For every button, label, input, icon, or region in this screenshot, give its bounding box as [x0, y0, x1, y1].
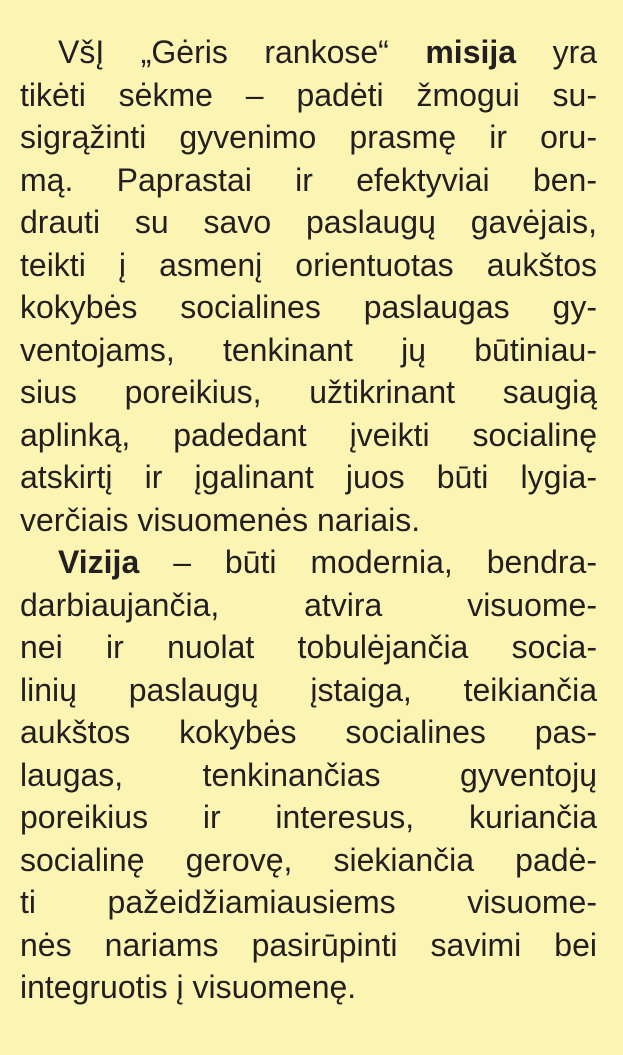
vision-line: darbiaujančia, atvira visuome-: [20, 586, 597, 623]
mission-line: ventojams, tenkinant jų būtiniau-: [20, 331, 597, 368]
vision-first-line-suffix: – būti modernia, bendra-: [173, 544, 598, 580]
mission-intro: VšĮ „Gėris rankose“: [58, 34, 389, 70]
mission-first-line-suffix: yra: [552, 34, 598, 70]
mission-line: kokybės socialines paslaugas gy-: [20, 289, 597, 325]
mission-line: atskirtį ir įgalinant juos būti lygia-: [20, 459, 597, 495]
vision-line: aukštos kokybės socialines pas-: [20, 714, 597, 750]
mission-line: verčiais visuomenės nariais.: [20, 501, 421, 538]
vision-line: nei ir nuolat tobulėjančia socia-: [20, 629, 597, 665]
vision-line: integruotis į visuomenę.: [20, 969, 357, 1005]
mission-line: tikėti sėkme – padėti žmogui su-: [20, 76, 597, 113]
vision-keyword: Vizija: [58, 544, 140, 580]
mission-line: mą. Paprastai ir efektyviai ben-: [20, 161, 597, 198]
mission-line: aplinką, padedant įveikti socialinę: [20, 416, 597, 453]
mission-line: teikti į asmenį orientuotas aukštos: [20, 246, 597, 283]
vision-line: socialinę gerovę, siekiančia padė-: [20, 841, 597, 878]
mission-first-line: [20, 31, 597, 74]
mission-keyword: misija: [425, 34, 517, 70]
vision-first-line: [20, 541, 597, 584]
mission-line: sigrąžinti gyvenimo prasmę ir oru-: [20, 119, 597, 155]
vision-line: linių paslaugų įstaiga, teikiančia: [20, 671, 597, 708]
document-page: [0, 31, 623, 1055]
mission-line: sius poreikius, užtikrinant saugią: [20, 374, 597, 410]
vision-line: nės nariams pasirūpinti savimi bei: [20, 926, 597, 963]
vision-line: poreikius ir interesus, kuriančia: [20, 799, 597, 835]
vision-line: ti pažeidžiamiausiems visuome-: [20, 884, 597, 920]
vision-line: laugas, tenkinančias gyventojų: [20, 756, 597, 793]
mission-line: drauti su savo paslaugų gavėjais,: [20, 204, 597, 240]
